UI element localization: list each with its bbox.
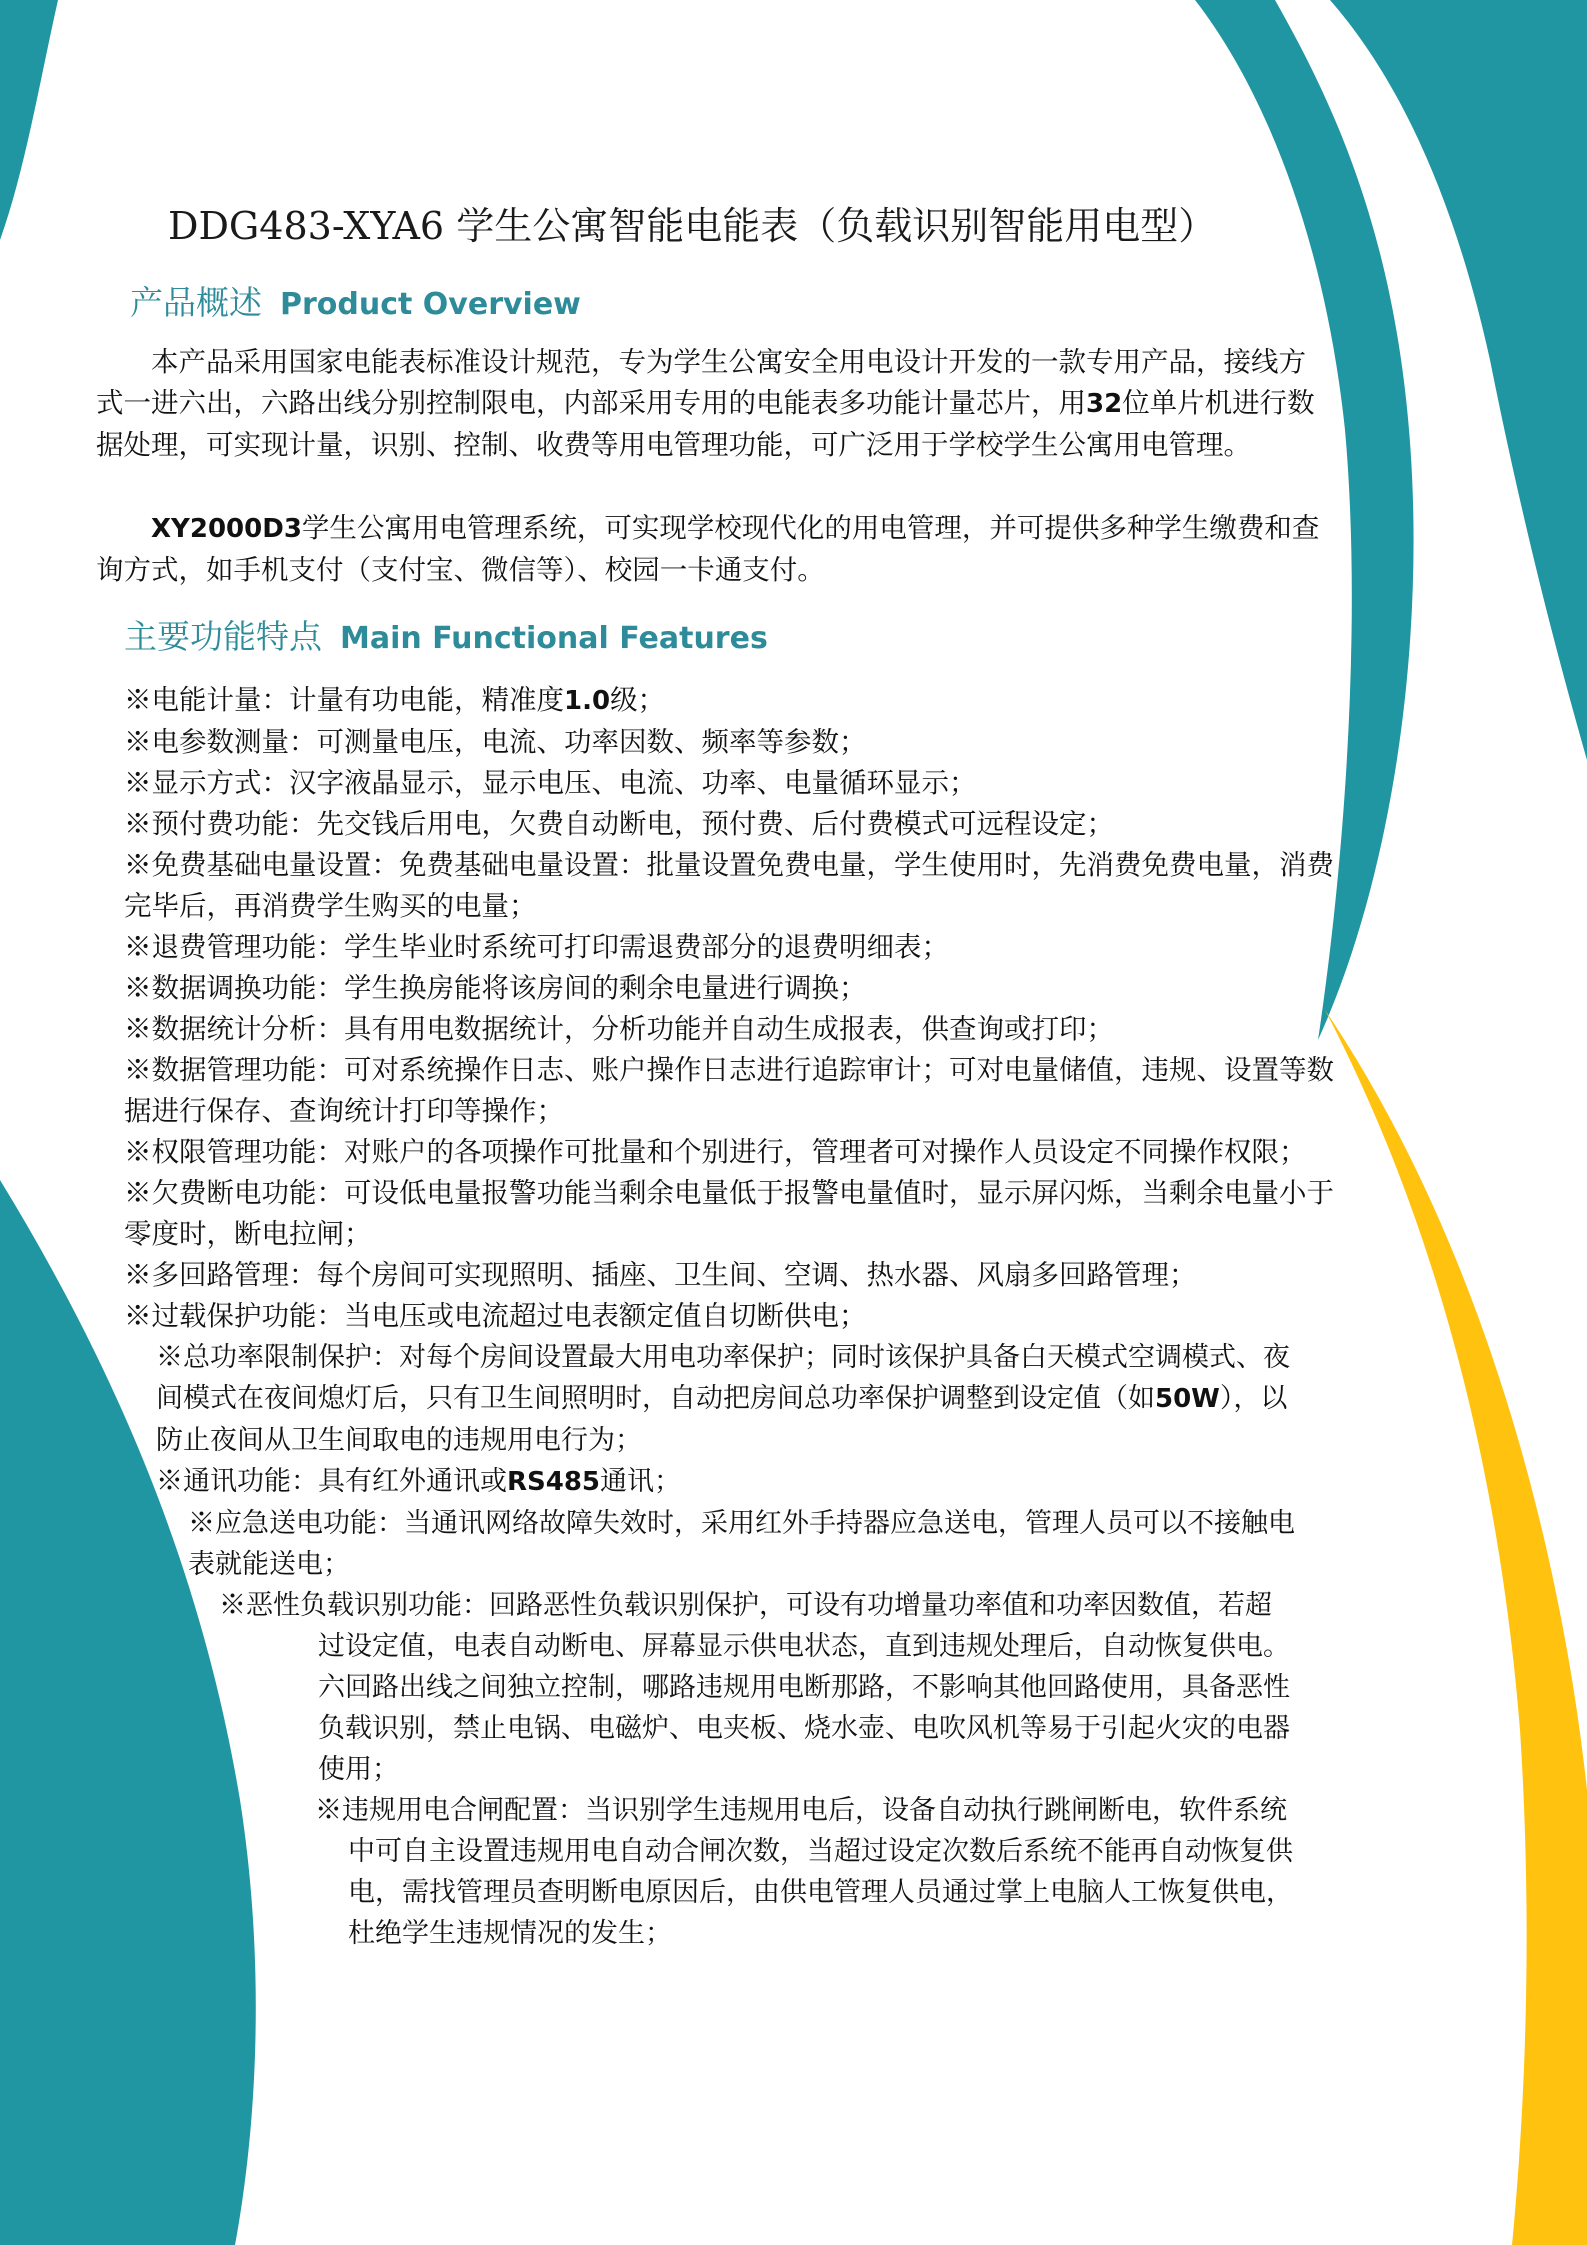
overview-p2-text: 学生公寓用电管理系统，可实现学校现代化的用电管理，并可提供多种学生缴费和查询方式，如手机支付（支付宝、微信等）、校园一卡通支付。 [96,512,1320,586]
feature-1-text-a: ※电能计量：计量有功电能，精准度 [124,684,564,716]
feature-parameter-measurement: ※电参数测量：可测量电压，电流、功率因数、频率等参数； [124,726,867,758]
feature-prepayment: ※预付费功能：先交钱后用电，欠费自动断电，预付费、后付费模式可远程设定； [124,808,1114,840]
feature-violation-reclosing: ※违规用电合闸配置：当识别学生违规用电后，设备自动执行跳闸断电，软件系统中可自主设置违规用电自动合闸次数，当超过设定次数后系统不能再自动恢复供电，需找管理员查明断电原因后，由供电管理人员通过掌上电脑人工恢复供电，杜绝学生违规情况的发生； [315,1795,1293,1949]
feature-malicious-load-detection: ※恶性负载识别功能：回路恶性负载识别保护，可设有功增量功率值和功率因数值，若超过设定值，电表自动断电、屏幕显示供电状态，直到违规处理后，自动恢复供电。六回路出线之间独立控制，哪路违规用电断那路，不影响其他回路使用，具备恶性负载识别，禁止电锅、电磁炉、电夹板、烧水壶、电吹风机等易于引起火灾的电器使用； [219,1590,1290,1785]
feature-communication [124,1461,1296,1503]
feature-14-bold: 50W [1155,1384,1220,1414]
feature-total-power-limit [124,1337,1296,1461]
feature-arrears-cutoff: ※欠费断电功能：可设低电量报警功能当剩余电量低于报警电量值时，显示屏闪烁，当剩余电量小于零度时，断电拉闸； [124,1177,1334,1250]
overview-p1-text-a: 本产品采用国家电能表标准设计规范，专为学生公寓安全用电设计开发的一款专用产品，接线方式一进六出，六路出线分别控制限电，内部采用专用的电能表多功能计量芯片，用 [96,346,1306,419]
feature-15-text-a: ※通讯功能：具有红外通讯或 [156,1466,507,1497]
feature-15-text-c: 通讯； [600,1466,682,1497]
feature-energy-metering [124,680,1334,722]
feature-14-text-c: ），以防止夜间从卫生间取电的违规用电行为； [156,1383,1288,1456]
feature-15-bold: RS485 [507,1467,601,1497]
overview-p1-text-c: 位单片机进行数据处理，可实现计量，识别、控制、收费等用电管理功能，可广泛用于学校学生公寓用电管理。 [96,387,1315,461]
page-title: DDG483-XYA6 学生公寓智能电能表（负载识别智能用电型） [168,204,1217,248]
overview-heading-en: Product Overview [280,287,581,322]
feature-refund-management: ※退费管理功能：学生毕业时系统可打印需退费部分的退费明细表； [124,931,949,963]
features-heading-en: Main Functional Features [340,621,768,656]
overview-heading [130,280,581,328]
feature-data-management: ※数据管理功能：可对系统操作日志、账户操作日志进行追踪审计；可对电量储值，违规、设置等数据进行保存、查询统计打印等操作； [124,1054,1334,1127]
features-heading [124,614,768,662]
overview-p1-bold: 32 [1086,389,1123,419]
feature-1-text-c: 级； [610,684,666,716]
feature-list [124,680,1334,1954]
overview-p2-bold: XY2000D3 [151,514,302,544]
features-heading-cn: 主要功能特点 [124,617,322,656]
overview-paragraph-1 [96,342,1324,466]
feature-display-mode: ※显示方式：汉字液晶显示，显示电压、电流、功率、电量循环显示； [124,767,977,799]
feature-1-bold: 1.0 [564,686,611,716]
feature-permission-management: ※权限管理功能：对账户的各项操作可批量和个别进行，管理者可对操作人员设定不同操作权限； [124,1136,1307,1168]
feature-overload-protection: ※过载保护功能：当电压或电流超过电表额定值自切断供电； [124,1300,867,1332]
feature-data-exchange: ※数据调换功能：学生换房能将该房间的剩余电量进行调换； [124,972,867,1004]
feature-statistics: ※数据统计分析：具有用电数据统计，分析功能并自动生成报表，供查询或打印； [124,1013,1114,1045]
overview-heading-cn: 产品概述 [130,283,262,322]
overview-paragraph-2 [96,508,1324,591]
feature-emergency-power: ※应急送电功能：当通讯网络故障失效时，采用红外手持器应急送电，管理人员可以不接触电表就能送电； [188,1508,1295,1580]
feature-14-text-a: ※总功率限制保护：对每个房间设置最大用电功率保护；同时该保护具备白天模式空调模式、夜间模式在夜间熄灯后，只有卫生间照明时，自动把房间总功率保护调整到设定值（如 [156,1342,1290,1414]
feature-multi-circuit: ※多回路管理：每个房间可实现照明、插座、卫生间、空调、热水器、风扇多回路管理； [124,1259,1197,1291]
feature-free-base-quota: ※免费基础电量设置：免费基础电量设置：批量设置免费电量，学生使用时，先消费免费电量，消费完毕后，再消费学生购买的电量； [124,849,1334,922]
